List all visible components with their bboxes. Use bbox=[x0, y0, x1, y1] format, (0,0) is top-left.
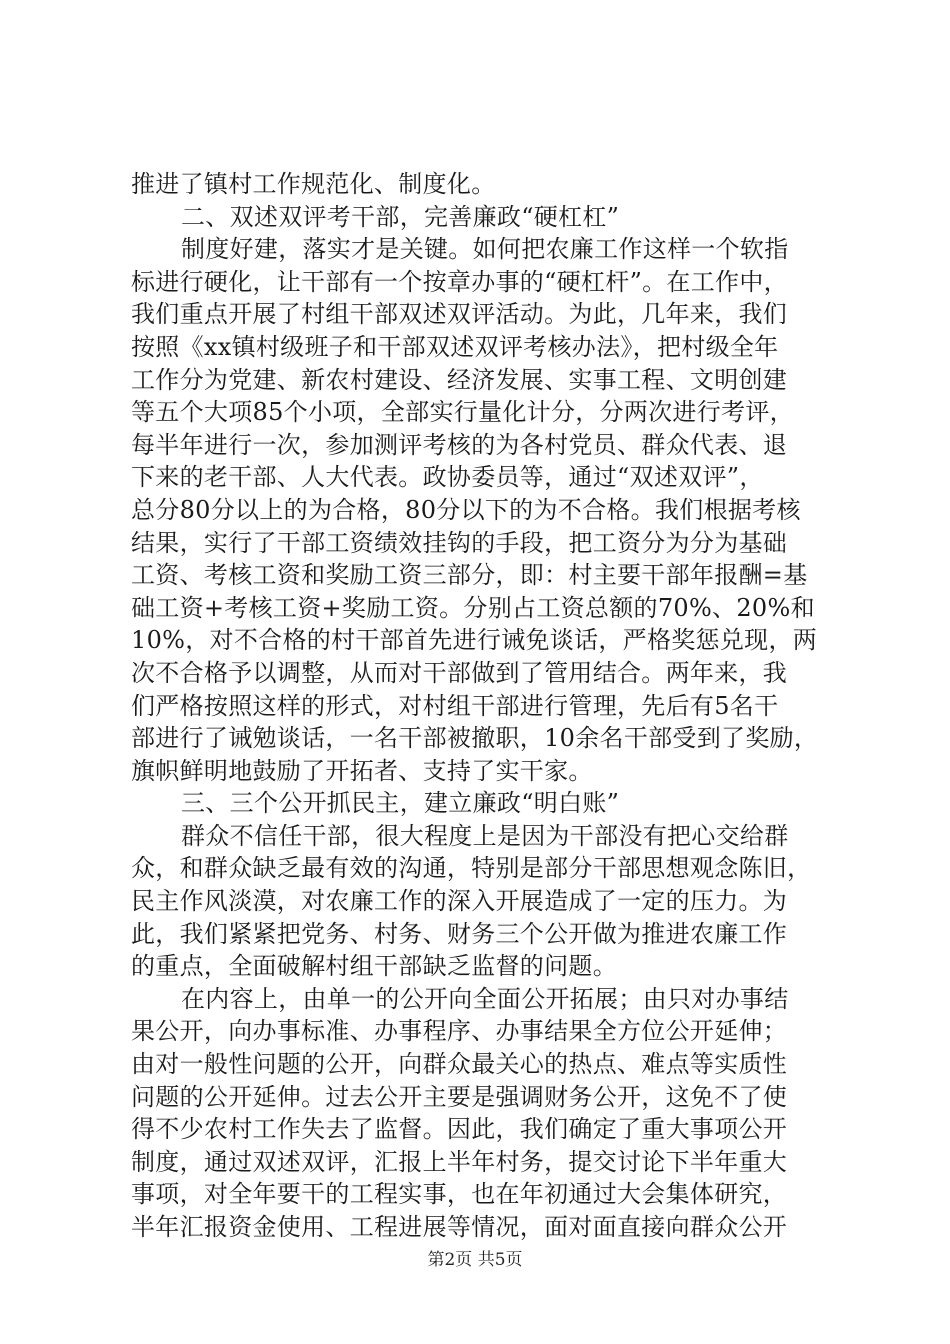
text-line: 础工资+考核工资+奖励工资。分别占工资总额的70%、20%和 bbox=[131, 593, 815, 622]
text-line: 众，和群众缺乏最有效的沟通，特别是部分干部思想观念陈旧， bbox=[131, 854, 812, 883]
text-line: 果公开，向办事标准、办事程序、办事结果全方位公开延伸； bbox=[131, 1017, 788, 1046]
text-line: 每半年进行一次，参加测评考核的为各村党员、群众代表、退 bbox=[131, 430, 788, 459]
text-line: 民主作风淡漠，对农廉工作的深入开展造成了一定的压力。为 bbox=[131, 887, 788, 916]
text-line: 得不少农村工作失去了监督。因此，我们确定了重大事项公开 bbox=[131, 1115, 788, 1144]
text-line: 问题的公开延伸。过去公开主要是强调财务公开，这免不了使 bbox=[131, 1082, 788, 1111]
text-line: 由对一般性问题的公开，向群众最关心的热点、难点等实质性 bbox=[131, 1050, 788, 1079]
page-number-footer: 第2页 共5页 bbox=[427, 1250, 523, 1270]
document-body bbox=[131, 168, 831, 1244]
text-line: 工资、考核工资和奖励工资三部分，即：村主要干部年报酬=基 bbox=[131, 561, 808, 590]
text-line: 工作分为党建、新农村建设、经济发展、实事工程、文明创建 bbox=[131, 365, 788, 394]
text-line: 旗帜鲜明地鼓励了开拓者、支持了实干家。 bbox=[131, 756, 593, 785]
text-line: 事项，对全年要干的工程实事，也在年初通过大会集体研究， bbox=[131, 1180, 788, 1209]
text-line: 我们重点开展了村组干部双述双评活动。为此，几年来，我们 bbox=[131, 300, 788, 329]
text-line: 制度，通过双述双评，汇报上半年村务，提交讨论下半年重大 bbox=[131, 1147, 788, 1176]
text-line: 次不合格予以调整，从而对干部做到了管用结合。两年来，我 bbox=[131, 658, 788, 687]
text-line: 标进行硬化，让干部有一个按章办事的“硬杠杆”。在工作中， bbox=[131, 267, 788, 296]
text-line: 等五个大项85个小项，全部实行量化计分，分两次进行考评， bbox=[131, 398, 794, 427]
text-line: 下来的老干部、人大代表。政协委员等，通过“双述双评”， bbox=[131, 463, 764, 492]
text-line: 们严格按照这样的形式，对村组干部进行管理，先后有5名干 bbox=[131, 691, 779, 720]
text-line: 总分80分以上的为合格，80分以下的为不合格。我们根据考核 bbox=[131, 495, 801, 524]
section-heading: 三、三个公开抓民主，建立廉政“明白账” bbox=[181, 789, 620, 818]
text-line: 按照《xx镇村级班子和干部双述双评考核办法》，把村级全年 bbox=[131, 332, 779, 361]
text-line: 结果，实行了干部工资绩效挂钩的手段，把工资分为分为基础 bbox=[131, 528, 788, 557]
paragraph-first-line: 群众不信任干部，很大程度上是因为干部没有把心交给群 bbox=[181, 821, 789, 850]
section-heading: 二、双述双评考干部，完善廉政“硬杠杠” bbox=[181, 202, 620, 231]
text-line: 此，我们紧紧把党务、村务、财务三个公开做为推进农廉工作 bbox=[131, 919, 788, 948]
text-line: 半年汇报资金使用、工程进展等情况，面对面直接向群众公开 bbox=[131, 1213, 788, 1241]
text-line: 推进了镇村工作规范化、制度化。 bbox=[131, 170, 496, 198]
paragraph-first-line: 在内容上，由单一的公开向全面公开拓展；由只对办事结 bbox=[181, 984, 789, 1013]
text-line: 10%，对不合格的村干部首先进行诫免谈话，严格奖惩兑现，两 bbox=[131, 626, 818, 655]
paragraph-first-line: 制度好建，落实才是关键。如何把农廉工作这样一个软指 bbox=[181, 235, 789, 264]
text-line: 的重点，全面破解村组干部缺乏监督的问题。 bbox=[131, 952, 617, 981]
text-line: 部进行了诫勉谈话，一名干部被撤职，10余名干部受到了奖励， bbox=[131, 724, 819, 753]
